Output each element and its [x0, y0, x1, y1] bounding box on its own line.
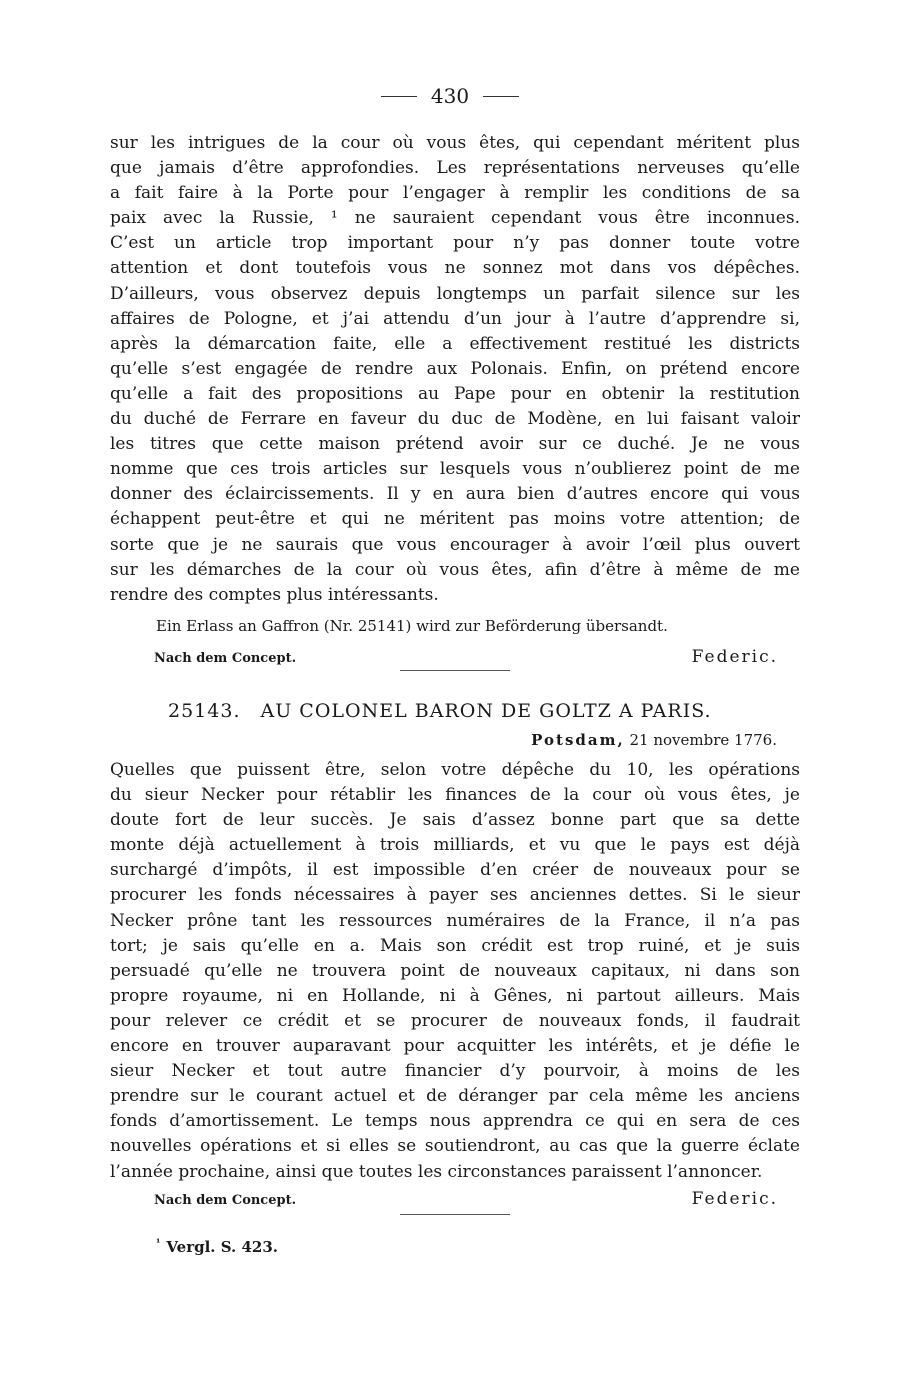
page-number: 430 [430, 84, 470, 108]
text-line: les titres que cette maison prétend avoir sur ce duché. Je ne vous [110, 434, 800, 455]
text-line: C’est un article trop important pour n’y pas donner toute votre [110, 233, 800, 254]
text-line: prendre sur le courant actuel et de déranger par cela même les anciens [110, 1086, 800, 1107]
text-line: doute fort de leur succès. Je sais d’assez bonne part que sa dette [110, 810, 800, 831]
signature: Federic. [691, 1189, 778, 1209]
dateline [531, 731, 777, 749]
footnote-divider [400, 1214, 510, 1215]
text-line: persuadé qu’elle ne trouvera point de nouveaux capitaux, ni dans son [110, 960, 800, 981]
text-line: qu’elle a fait des propositions au Pape pour en obtenir la restitution [110, 383, 800, 404]
text-line: Necker prône tant les ressources numéraires de la France, il n’a pas [110, 910, 800, 931]
text-line: du duché de Ferrare en faveur du duc de Modène, en lui faisant valoir [110, 409, 800, 430]
text-line: rendre des comptes plus intéressants. [110, 584, 439, 605]
dateline-date: 21 novembre 1776. [629, 731, 777, 749]
text-line: pour relever ce crédit et se procurer de nouveaux fonds, il faudrait [110, 1010, 800, 1031]
document-title: AU COLONEL BARON DE GOLTZ A PARIS. [260, 700, 712, 722]
footnote [156, 1238, 278, 1256]
letter-2-closing [154, 1189, 778, 1209]
text-line: surchargé d’impôts, il est impossible d’en créer de nouveaux pour se [110, 860, 800, 881]
text-line: sur les démarches de la cour où vous êtes, afin d’être à même de me [110, 559, 800, 580]
footnote-text: Vergl. S. 423. [166, 1238, 279, 1256]
header-dash-left [381, 96, 417, 97]
text-line: l’année prochaine, ainsi que toutes les circonstances paraissent l’annoncer. [110, 1161, 763, 1182]
text-line: sorte que je ne saurais que vous encourager à avoir l’œil plus ouvert [110, 534, 800, 555]
letter-2-heading [168, 700, 712, 722]
text-line: nouvelles opérations et si elles se soutiendront, au cas que la guerre éclate [110, 1136, 800, 1157]
text-line: a fait faire à la Porte pour l’engager à remplir les conditions de sa [110, 183, 800, 204]
signature: Federic. [691, 647, 778, 667]
section-divider [400, 670, 510, 671]
text-line: monte déjà actuellement à trois milliards, et vu que le pays est déjà [110, 835, 800, 856]
text-line: qu’elle s’est engagée de rendre aux Polonais. Enfin, on prétend encore [110, 358, 800, 379]
text-line: paix avec la Russie, ¹ ne sauraient cependant vous être inconnues. [110, 208, 800, 229]
source-note: Nach dem Concept. [154, 651, 297, 666]
text-line: du sieur Necker pour rétablir les finances de la cour où vous êtes, je [110, 785, 800, 806]
text-line: encore en trouver auparavant pour acquitter les intérêts, et je défie le [110, 1036, 800, 1057]
text-line: procurer les fonds nécessaires à payer ses anciennes dettes. Si le sieur [110, 885, 800, 906]
text-line: sur les intrigues de la cour où vous êtes, qui cependant méritent plus [110, 133, 800, 153]
source-note: Nach dem Concept. [154, 1193, 297, 1208]
letter-2-body [110, 758, 800, 1185]
document-number: 25143. [168, 700, 241, 722]
text-line: fonds d’amortissement. Le temps nous apprendra ce qui en sera de ces [110, 1111, 800, 1132]
letter-1-body [110, 131, 800, 608]
text-line: nomme que ces trois articles sur lesquels vous n’oublierez point de me [110, 459, 800, 480]
text-line: après la démarcation faite, elle a effectivement restitué les districts [110, 333, 800, 354]
page-header [0, 84, 900, 108]
footnote-mark: ¹ [156, 1238, 161, 1249]
letter-1-closing [154, 647, 778, 667]
text-line: attention et dont toutefois vous ne sonnez mot dans vos dépêches. [110, 258, 800, 279]
editorial-note: Ein Erlass an Gaffron (Nr. 25141) wird zur Beförderung übersandt. [156, 617, 668, 635]
text-line: D’ailleurs, vous observez depuis longtemps un parfait silence sur les [110, 283, 800, 304]
text-line: donner des éclaircissements. Il y en aura bien d’autres encore qui vous [110, 484, 800, 505]
text-line: propre royaume, ni en Hollande, ni à Gênes, ni partout ailleurs. Mais [110, 985, 800, 1006]
text-line: tort; je sais qu’elle en a. Mais son crédit est trop ruiné, et je suis [110, 935, 800, 956]
header-dash-right [483, 96, 519, 97]
text-line: Quelles que puissent être, selon votre dépêche du 10, les opérations [110, 760, 800, 780]
dateline-place: Potsdam, [531, 731, 625, 749]
text-line: sieur Necker et tout autre financier d’y pourvoir, à moins de les [110, 1061, 800, 1082]
text-line: affaires de Pologne, et j’ai attendu d’un jour à l’autre d’apprendre si, [110, 308, 800, 329]
text-line: que jamais d’être approfondies. Les représentations nerveuses qu’elle [110, 158, 800, 179]
text-line: échappent peut-être et qui ne méritent pas moins votre attention; de [110, 509, 800, 530]
